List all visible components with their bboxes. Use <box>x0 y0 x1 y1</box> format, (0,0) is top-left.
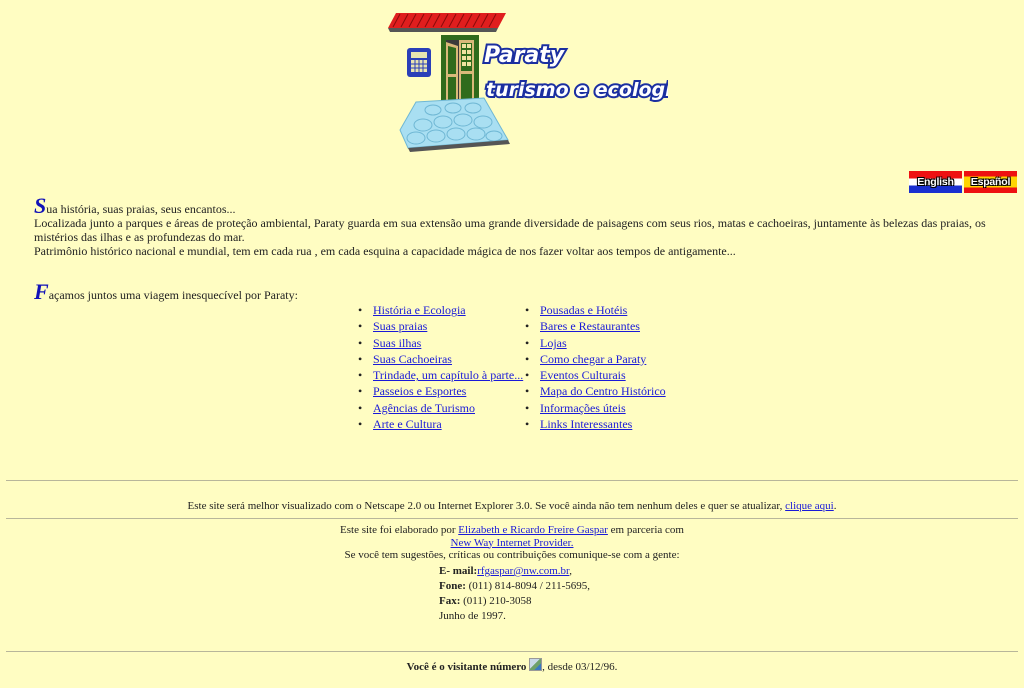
browser-notice-end: . <box>833 500 837 512</box>
divider <box>6 480 1018 481</box>
provider-link[interactable]: New Way Internet Provider. <box>450 536 574 549</box>
intro-lead <box>34 193 1009 218</box>
list-item <box>523 351 666 367</box>
phone-label: Fone: <box>439 580 466 592</box>
site-logo <box>388 10 668 155</box>
english-language-button[interactable] <box>909 171 962 193</box>
broken-image-icon <box>529 658 542 671</box>
email-end: , <box>569 565 573 577</box>
link-passeios-esportes[interactable]: Passeios e Esportes <box>373 384 467 399</box>
link-arte-cultura[interactable]: Arte e Cultura <box>373 417 442 432</box>
list-item <box>356 335 523 351</box>
link-lojas[interactable]: Lojas <box>540 335 567 350</box>
list-item <box>356 416 523 432</box>
list-item <box>523 400 666 416</box>
link-mapa-centro[interactable]: Mapa do Centro Histórico <box>540 384 666 399</box>
visitor-since: , desde 03/12/96. <box>542 661 618 673</box>
list-item <box>356 318 523 334</box>
cta-heading <box>34 279 298 305</box>
email-line <box>439 564 590 579</box>
links-column-1 <box>356 302 523 432</box>
suggestions-text: Se você tem sugestões, críticas ou contribuições comunique-se com a gente: <box>344 549 680 561</box>
list-item <box>523 383 666 399</box>
link-links-interessantes[interactable]: Links Interessantes <box>540 417 633 432</box>
fax-line <box>439 594 590 609</box>
provider-line <box>0 537 1024 550</box>
link-agencias-turismo[interactable]: Agências de Turismo <box>373 400 475 415</box>
intro-lead-text: ua história, suas praias, seus encantos... <box>46 202 236 216</box>
intro-paragraph-2: Patrimônio histórico nacional e mundial, tem em cada rua , em cada esquina a capacidade mágica de nos fazer voltar aos tempos de antigamente... <box>34 244 736 258</box>
svg-text:Paraty: Paraty <box>484 43 565 68</box>
english-label: English <box>917 176 954 188</box>
link-informacoes-uteis[interactable]: Informações úteis <box>540 400 626 415</box>
list-item <box>523 367 666 383</box>
dropcap-s: S <box>34 193 47 218</box>
list-item <box>523 335 666 351</box>
phone-value: (011) 814-8094 / 211-5695, <box>465 580 591 592</box>
list-item <box>356 302 523 318</box>
contact-info <box>439 564 590 624</box>
link-suas-praias[interactable]: Suas praias <box>373 319 428 334</box>
authors-link[interactable]: Elizabeth e Ricardo Freire Gaspar <box>458 524 608 536</box>
paraty-logo-icon <box>388 10 668 155</box>
link-eventos-culturais[interactable]: Eventos Culturais <box>540 368 626 383</box>
email-label: E- mail: <box>439 565 478 577</box>
language-selector <box>909 171 1017 193</box>
svg-text:turismo e ecologia: turismo e ecologia <box>486 79 668 101</box>
visitor-label: Você é o visitante número <box>406 661 527 673</box>
intro-paragraph-1: Localizada junto a parques e áreas de proteção ambiental, Paraty guarda em sua extensão uma grande diversidade de paisagens com seus rios, matas e cachoeiras, juntamente às belezas das praias, os mistérios das ilhas e as profundezas do mar. <box>34 216 986 244</box>
list-item <box>356 367 523 383</box>
link-como-chegar[interactable]: Como chegar a Paraty <box>540 351 647 366</box>
list-item <box>523 318 666 334</box>
divider <box>6 651 1018 652</box>
phone-line <box>439 579 590 594</box>
spanish-language-button[interactable] <box>964 171 1017 193</box>
credits-line <box>0 524 1024 537</box>
date-line: Junho de 1997. <box>439 610 506 622</box>
fax-value: (011) 210-3058 <box>460 595 532 607</box>
credits <box>0 524 1024 562</box>
link-suas-ilhas[interactable]: Suas ilhas <box>373 335 422 350</box>
list-item <box>523 302 666 318</box>
spanish-label: Español <box>970 176 1011 188</box>
links-column-2 <box>523 302 666 432</box>
credits-middle: em parceria com <box>607 524 684 536</box>
download-browser-link[interactable]: clique aqui <box>785 500 834 512</box>
list-item <box>356 400 523 416</box>
email-link[interactable]: rfgaspar@nw.com.br <box>477 565 570 577</box>
list-item <box>356 383 523 399</box>
browser-notice <box>0 500 1024 512</box>
visitor-counter <box>0 658 1024 673</box>
link-suas-cachoeiras[interactable]: Suas Cachoeiras <box>373 351 452 366</box>
credits-prefix: Este site foi elaborado por <box>340 524 459 536</box>
link-trindade[interactable]: Trindade, um capítulo à parte... <box>373 368 524 383</box>
list-item <box>356 351 523 367</box>
fax-label: Fax: <box>439 595 461 607</box>
intro-section <box>34 193 1009 258</box>
browser-notice-text: Este site será melhor visualizado com o Netscape 2.0 ou Internet Explorer 3.0. Se você ainda não tem nenhum deles e quer se atualizar, <box>187 500 786 512</box>
divider <box>6 518 1018 519</box>
link-pousadas-hoteis[interactable]: Pousadas e Hotéis <box>540 303 628 317</box>
navigation-links <box>356 302 666 432</box>
cta-text: açamos juntos uma viagem inesquecível por Paraty: <box>48 288 298 302</box>
dropcap-f: F <box>34 279 49 304</box>
list-item <box>523 416 666 432</box>
link-historia-ecologia[interactable]: História e Ecologia <box>373 303 466 317</box>
link-bares-restaurantes[interactable]: Bares e Restaurantes <box>540 319 640 334</box>
